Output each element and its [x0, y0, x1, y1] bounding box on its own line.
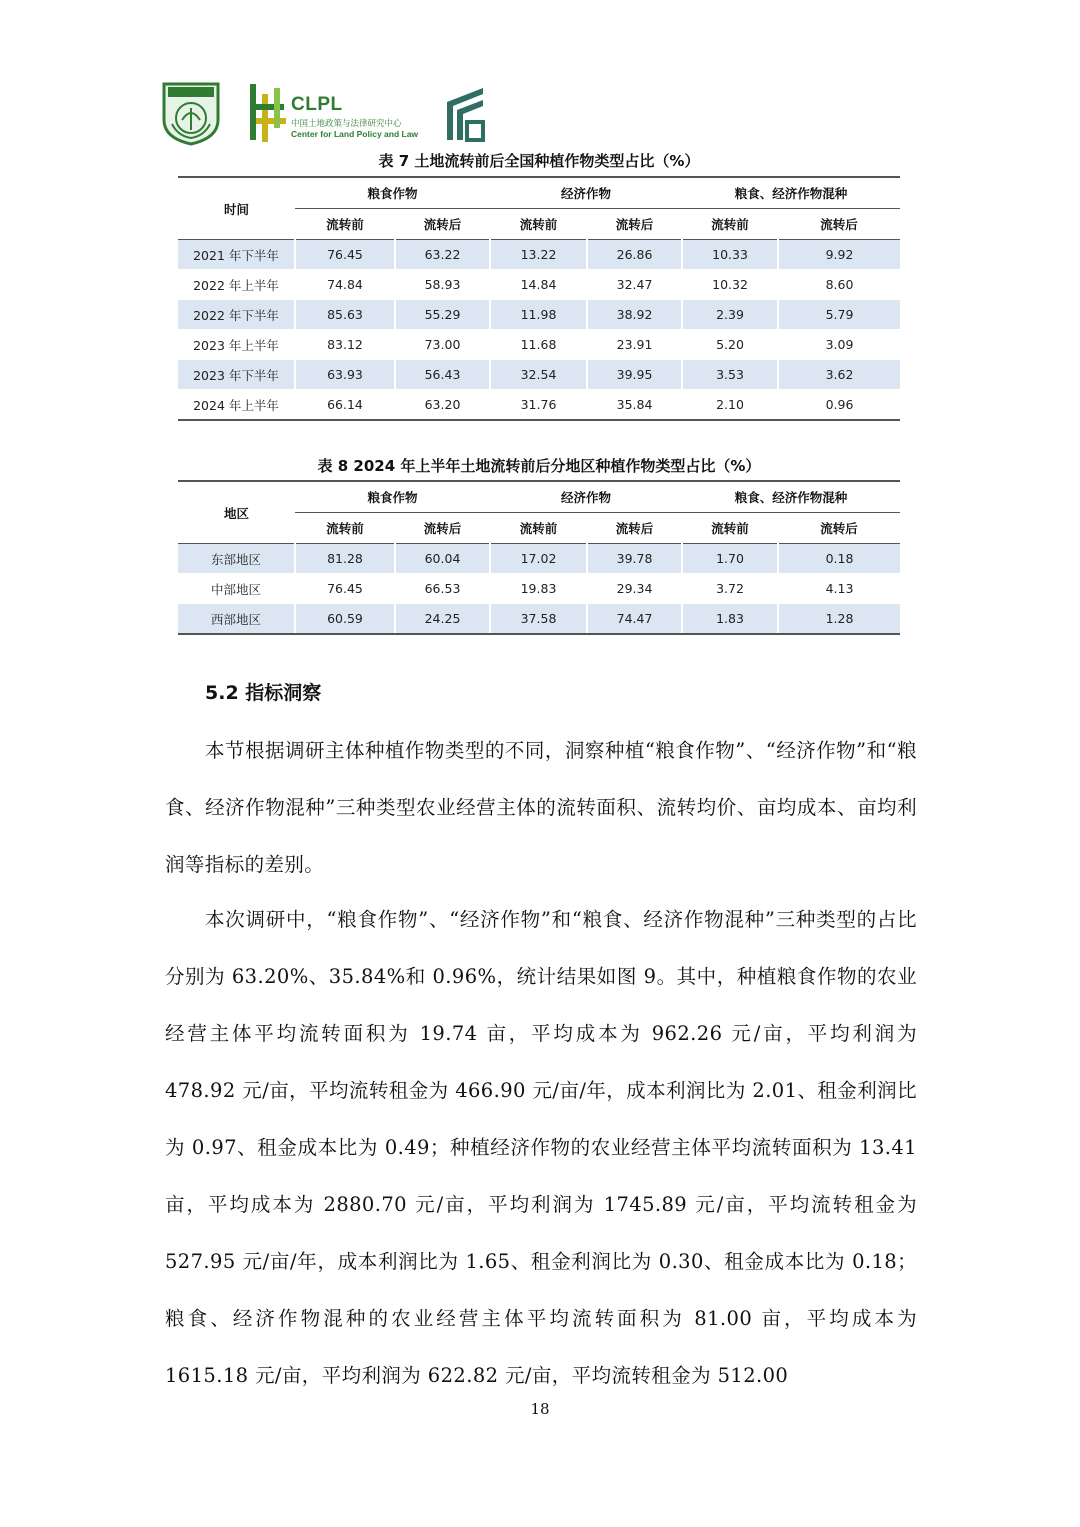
table-cell: 38.92	[587, 300, 682, 330]
table-cell: 3.09	[778, 330, 900, 360]
table8-subheader: 流转后	[778, 513, 900, 544]
table-row	[178, 330, 900, 360]
section-title: 5.2 指标洞察	[205, 682, 322, 704]
table-cell: 1.70	[682, 544, 778, 574]
paragraph: 本节根据调研主体种植作物类型的不同，洞察种植“粮食作物”、“经济作物”和“粮食、经济作物混种”三种类型农业经营主体的流转面积、流转均价、亩均成本、亩均利润等指标的差别。	[165, 739, 917, 876]
table7-subheader: 流转前	[295, 209, 395, 240]
table7	[178, 176, 900, 421]
table-cell: 60.59	[295, 604, 395, 635]
table-cell: 66.53	[395, 574, 490, 604]
table7-subheader: 流转前	[490, 209, 587, 240]
table-cell: 17.02	[490, 544, 587, 574]
table8-caption: 表 8 2024 年上半年土地流转前后分地区种植作物类型占比（%）	[317, 457, 761, 475]
table-cell: 0.18	[778, 544, 900, 574]
table8-group-grain: 粮食作物	[295, 481, 490, 513]
table-cell-region: 西部地区	[178, 604, 295, 635]
table-row	[178, 574, 900, 604]
table-cell: 24.25	[395, 604, 490, 635]
paragraph: 本次调研中，“粮食作物”、“经济作物”和“粮食、经济作物混种”三种类型的占比分别为 63.20%、35.84%和 0.96%，统计结果如图 9。其中，种植粮食作物的农业经营主体平均流转面积为 19.74 亩，平均成本为 962.26 元/亩，平均利润为 478.92 元/亩，平均流转租金为 466.90 元/亩/年，成本利润比为 2.01、租金利润比为 0.97、租金成本比为 0.49；种植经济作物的农业经营主体平均流转面积为 13.41 亩，平均成本为 2880.70 元/亩，平均利润为 1745.89 元/亩，平均流转租金为 527.95 元/亩/年，成本利润比为 1.65、租金利润比为 0.30、租金成本比为 0.18；粮食、经济作物混种的农业经营主体平均流转面积为 81.00 亩，平均成本为 1615.18 元/亩，平均利润为 622.82 元/亩，平均流转租金为 512.00	[165, 908, 917, 1387]
table-cell: 10.32	[682, 270, 778, 300]
table-cell: 8.60	[778, 270, 900, 300]
table-cell: 29.34	[587, 574, 682, 604]
table-cell: 9.92	[778, 240, 900, 270]
table-cell: 4.13	[778, 574, 900, 604]
table7-subheader: 流转后	[587, 209, 682, 240]
table-cell-period: 2023 年上半年	[178, 330, 295, 360]
table-cell: 63.20	[395, 390, 490, 421]
table-cell: 63.22	[395, 240, 490, 270]
table8-row-header: 地区	[178, 481, 295, 544]
page-number: 18	[530, 1400, 550, 1418]
table-row	[178, 544, 900, 574]
table-row	[178, 390, 900, 421]
table-cell: 1.28	[778, 604, 900, 635]
table8-subheader: 流转前	[682, 513, 778, 544]
table8-subheader: 流转后	[587, 513, 682, 544]
table-cell: 5.79	[778, 300, 900, 330]
table-cell: 55.29	[395, 300, 490, 330]
table-cell: 26.86	[587, 240, 682, 270]
table7-group-mixed: 粮食、经济作物混种	[682, 177, 900, 209]
table-row	[178, 604, 900, 635]
table-cell: 3.62	[778, 360, 900, 390]
table-cell-period: 2022 年上半年	[178, 270, 295, 300]
table-cell: 63.93	[295, 360, 395, 390]
table-cell: 76.45	[295, 240, 395, 270]
table-cell: 81.28	[295, 544, 395, 574]
table-row	[178, 270, 900, 300]
table-cell: 2.39	[682, 300, 778, 330]
table7-caption: 表 7 土地流转前后全国种植作物类型占比（%）	[378, 152, 700, 170]
table-cell: 5.20	[682, 330, 778, 360]
table-cell: 14.84	[490, 270, 587, 300]
table-cell: 74.84	[295, 270, 395, 300]
table-cell: 1.83	[682, 604, 778, 635]
table8	[178, 480, 900, 635]
table-cell-period: 2023 年下半年	[178, 360, 295, 390]
table-cell: 39.78	[587, 544, 682, 574]
table-row	[178, 300, 900, 330]
table8-subheader: 流转前	[295, 513, 395, 544]
table-cell: 37.58	[490, 604, 587, 635]
table-row	[178, 240, 900, 270]
table-cell: 11.68	[490, 330, 587, 360]
table-cell-period: 2021 年下半年	[178, 240, 295, 270]
table-cell: 58.93	[395, 270, 490, 300]
table-cell-period: 2024 年上半年	[178, 390, 295, 421]
table-cell: 13.22	[490, 240, 587, 270]
table-cell: 3.53	[682, 360, 778, 390]
university-seal-logo	[160, 80, 222, 146]
table7-row-header: 时间	[178, 177, 295, 240]
table8-subheader: 流转前	[490, 513, 587, 544]
table-cell: 0.96	[778, 390, 900, 421]
clpl-english-name: Center for Land Policy and Law	[291, 129, 419, 139]
table-cell: 83.12	[295, 330, 395, 360]
table-cell: 32.47	[587, 270, 682, 300]
table8-group-cash: 经济作物	[490, 481, 682, 513]
table-cell: 11.98	[490, 300, 587, 330]
clpl-logo	[246, 80, 446, 146]
clpl-name: CLPL	[291, 94, 343, 115]
table-cell-region: 东部地区	[178, 544, 295, 574]
table7-group-grain: 粮食作物	[295, 177, 490, 209]
table-cell: 56.43	[395, 360, 490, 390]
table-cell: 19.83	[490, 574, 587, 604]
table-cell: 60.04	[395, 544, 490, 574]
institute-logo	[443, 84, 489, 144]
table-cell: 76.45	[295, 574, 395, 604]
table7-subheader: 流转前	[682, 209, 778, 240]
table7-subheader: 流转后	[778, 209, 900, 240]
table-cell: 74.47	[587, 604, 682, 635]
table-cell: 10.33	[682, 240, 778, 270]
table-cell: 39.95	[587, 360, 682, 390]
table7-group-cash: 经济作物	[490, 177, 682, 209]
table-cell: 2.10	[682, 390, 778, 421]
table8-group-mixed: 粮食、经济作物混种	[682, 481, 900, 513]
table-row	[178, 360, 900, 390]
table-cell: 66.14	[295, 390, 395, 421]
table-cell: 3.72	[682, 574, 778, 604]
table-cell: 32.54	[490, 360, 587, 390]
table-cell: 35.84	[587, 390, 682, 421]
table7-subheader: 流转后	[395, 209, 490, 240]
clpl-mark-icon	[246, 80, 288, 146]
table8-subheader: 流转后	[395, 513, 490, 544]
table-cell: 31.76	[490, 390, 587, 421]
table-cell: 23.91	[587, 330, 682, 360]
table-cell: 85.63	[295, 300, 395, 330]
table-cell-period: 2022 年下半年	[178, 300, 295, 330]
clpl-chinese-name: 中国土地政策与法律研究中心	[291, 119, 402, 129]
table-cell: 73.00	[395, 330, 490, 360]
table-cell-region: 中部地区	[178, 574, 295, 604]
